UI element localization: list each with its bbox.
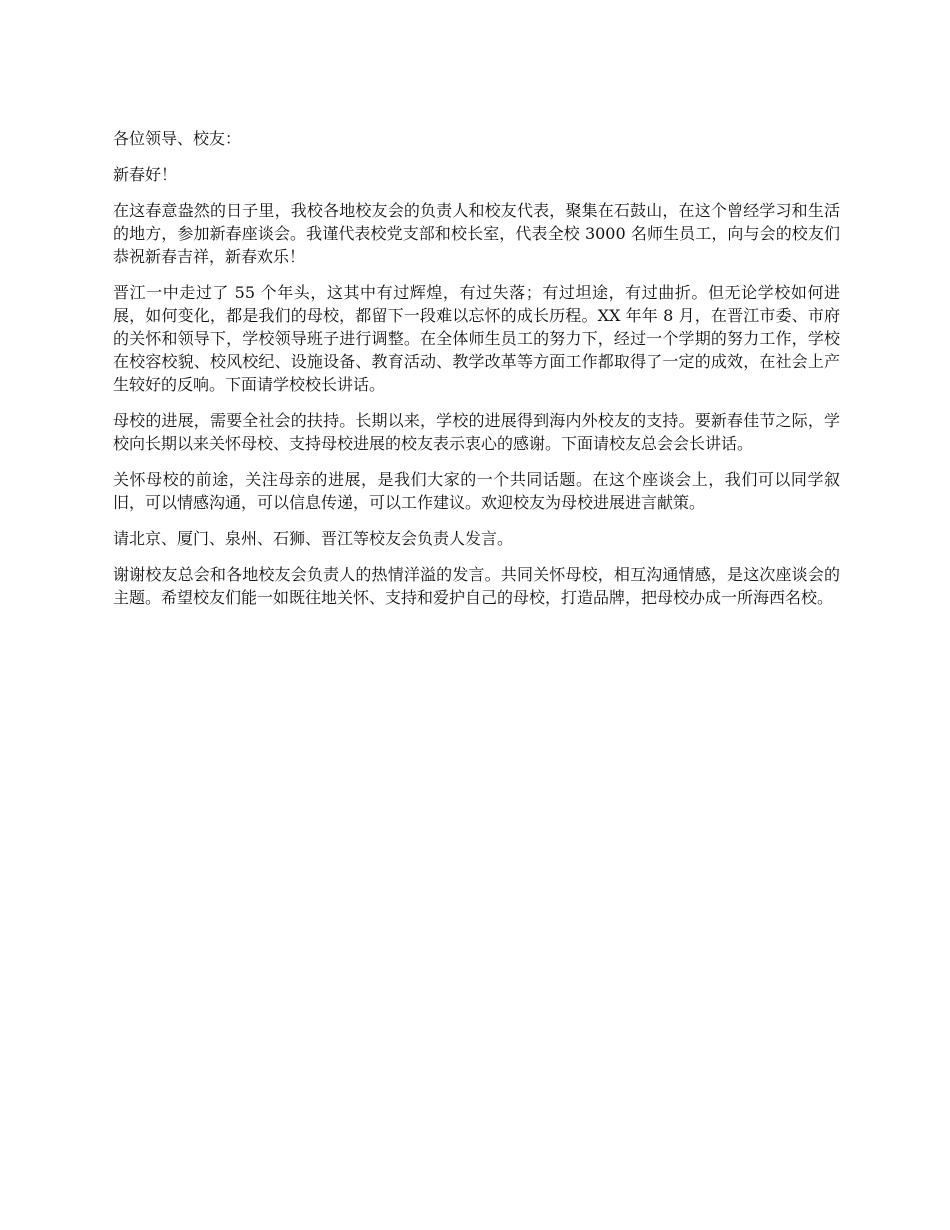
paragraph-school-history: 晋江一中走过了 55 个年头，这其中有过辉煌，有过失落；有过坦途，有过曲折。但无论学校如何进展，如何变化，都是我们的母校，都留下一段难以忘怀的成长历程。XX 年年 8 月，在晋江市委、市府的关怀和领导下，学校领导班子进行调整。在全体师生员工的努力下，经过一个学期的努力工作，学校在校容校貌、校风校纪、设施设备、教育活动、教学改革等方面工作都取得了一定的成效，在社会上产生较好的反响。下面请学校校长讲话。: [113, 283, 840, 394]
greeting: 新春好！: [113, 165, 178, 184]
salutation: 各位领导、校友：: [113, 129, 242, 148]
paragraph-common-topic: 关怀母校的前途，关注母亲的进展，是我们大家的一个共同话题。在这个座谈会上，我们可以同学叙旧，可以情感沟通，可以信息传递，可以工作建议。欢迎校友为母校进展进言献策。: [113, 470, 840, 512]
paragraph-welcome: 在这春意盎然的日子里，我校各地校友会的负责人和校友代表，聚集在石鼓山，在这个曾经学习和生活的地方，参加新春座谈会。我谨代表校党支部和校长室，代表全校 3000 名师生员工，向与会的校友们恭祝新春吉祥，新春欢乐！: [113, 201, 840, 266]
document-body: [113, 127, 840, 622]
paragraph-closing: 谢谢校友总会和各地校友会负责人的热情洋溢的发言。共同关怀母校，相互沟通情感，是这次座谈会的主题。希望校友们能一如既往地关怀、支持和爱护自己的母校，打造品牌，把母校办成一所海西名校。: [113, 565, 840, 607]
paragraph-alumni-support: 母校的进展，需要全社会的扶持。长期以来，学校的进展得到海内外校友的支持。要新春佳节之际，学校向长期以来关怀母校、支持母校进展的校友表示衷心的感谢。下面请校友总会会长讲话。: [113, 411, 840, 453]
paragraph-invite-speakers: 请北京、厦门、泉州、石狮、晋江等校友会负责人发言。: [113, 529, 514, 548]
